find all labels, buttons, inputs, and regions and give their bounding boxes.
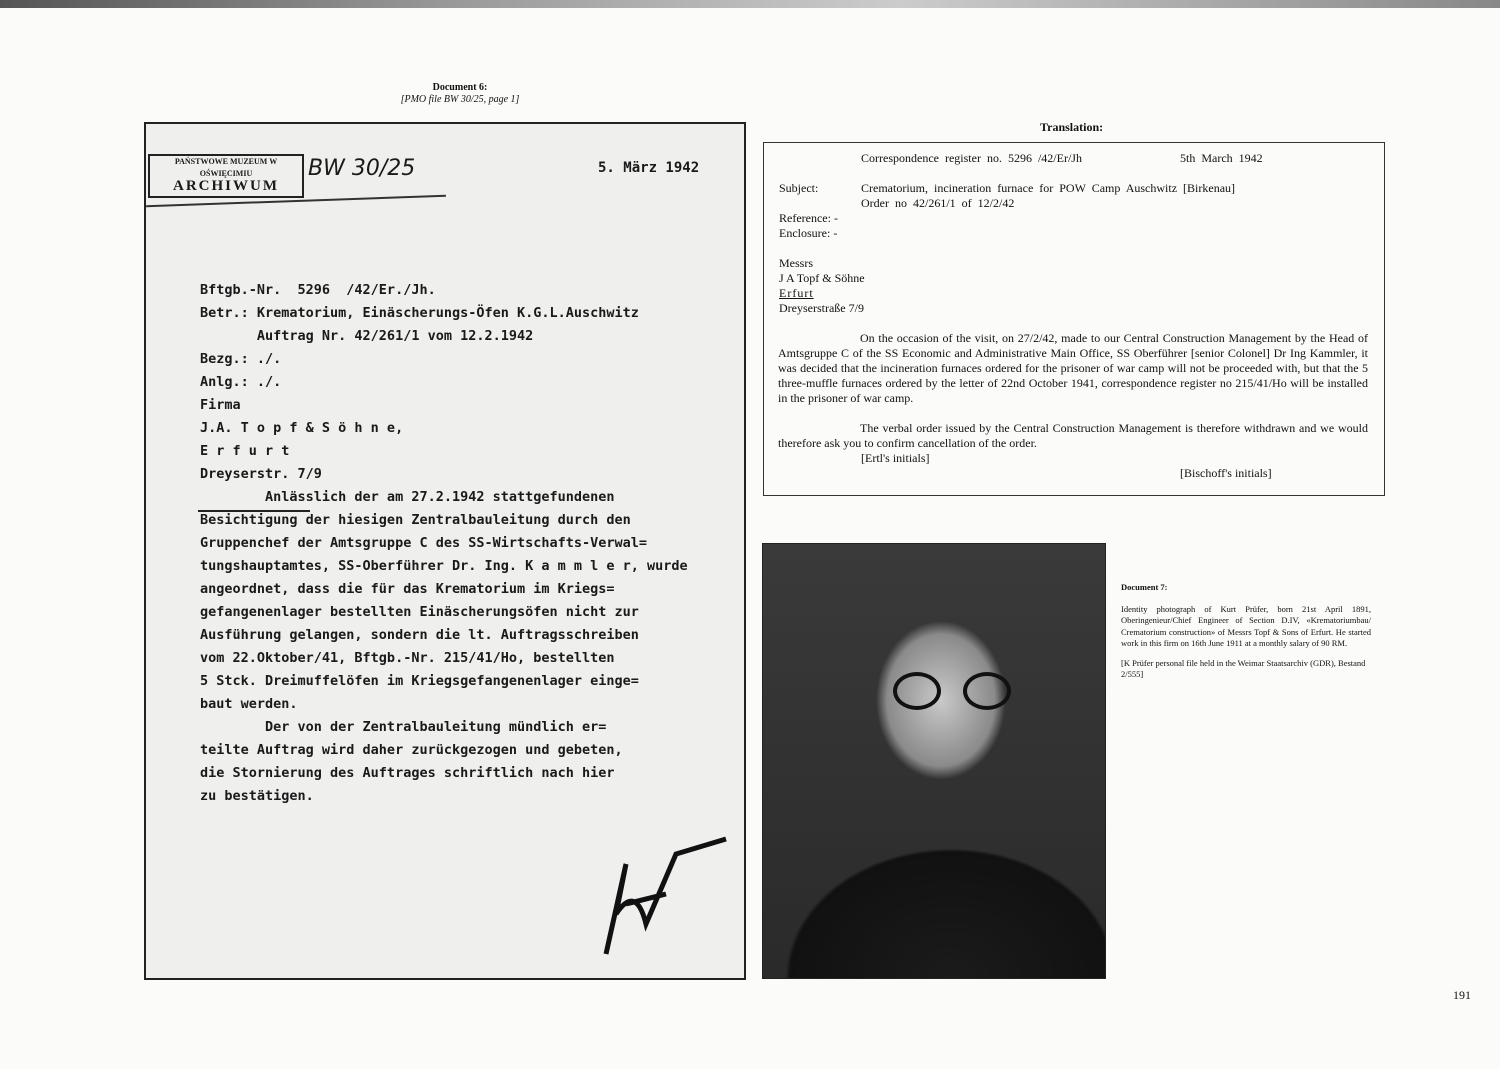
paragraph-2: The verbal order issued by the Central Construction Management is therefore withdrawn and we would therefore ask you to confirm cancellation of the order. <box>778 421 1368 450</box>
german-letter-scan <box>144 122 746 980</box>
paragraph-1: On the occasion of the visit, on 27/2/42, made to our Central Construction Management by the Head of Amtsgruppe C of the SS Economic and Administrative Main Office, SS Oberführer [senior Colonel] Dr Ing Kammler, it was decided that the incineration furnaces ordered for the prisoner of war camp will not be proceeded with, but that the 5 three-muffle furnaces ordered by the letter of 22nd October 1941, correspondence register no 215/41/Ho will be installed in the prisoner of war camp. <box>778 331 1368 405</box>
subject-line2: Order no 42/261/1 of 12/2/42 <box>861 196 1015 210</box>
letter-line: Ausführung gelangen, sondern die lt. Auftragsschreiben <box>200 627 639 643</box>
letter-line: gefangenenlager bestellten Einäscherungsöfen nicht zur <box>200 604 639 620</box>
bischoff-initials: [Bischoff's initials] <box>1180 466 1272 480</box>
letter-line: tungshauptamtes, SS-Oberführer Dr. Ing. K a m m l e r, wurde <box>200 558 688 574</box>
document6-title: Document 6: <box>432 82 488 93</box>
page-number: 191 <box>1453 988 1471 1002</box>
signature <box>586 824 736 964</box>
erfurt-underline <box>198 510 310 512</box>
document7-text: Identity photograph of Kurt Prüfer, born 21st April 1891, Oberingenieur/Chief Engineer of Section D.IV, «Krematoriumbau/ Crematorium construction» of Messrs Topf & Sons of Erfurt. He started work in this firm on 16th June 1911 at a monthly salary of 90 RM. <box>1121 603 1371 648</box>
letter-line: Bftgb.-Nr. 5296 /42/Er./Jh. <box>200 282 436 298</box>
address-line: Dreyserstraße 7/9 <box>779 301 864 315</box>
document7-source: [K Prüfer personal file held in the Weimar Staatsarchiv (GDR), Bestand 2/555] <box>1121 657 1366 679</box>
letter-line: Anlg.: ./. <box>200 374 282 390</box>
letter-line: Dreyserstr. 7/9 <box>200 466 322 482</box>
letter-date: 5. März 1942 <box>598 160 700 176</box>
letter-line: Der von der Zentralbauleitung mündlich er= <box>200 719 607 735</box>
document6-heading <box>380 82 540 106</box>
translation-date: 5th March 1942 <box>1180 151 1263 165</box>
enclosure: Enclosure: - <box>779 226 838 240</box>
address-line: J A Topf & Söhne <box>779 271 865 285</box>
letter-line: baut werden. <box>200 696 298 712</box>
letter-line: Auftrag Nr. 42/261/1 vom 12.2.1942 <box>200 328 534 344</box>
letter-line: Firma <box>200 397 241 413</box>
letter-line: teilte Auftrag wird daher zurückgezogen und gebeten, <box>200 742 623 758</box>
letter-line: J.A. T o p f & S ö h n e, <box>200 420 404 436</box>
glasses-right <box>963 672 1011 710</box>
letter-line: zu bestätigen. <box>200 788 314 804</box>
document6-source: [PMO file BW 30/25, page 1] <box>400 94 520 105</box>
letter-line: vom 22.Oktober/41, Bftgb.-Nr. 215/41/Ho, bestellten <box>200 650 615 666</box>
portrait-photo <box>762 543 1106 979</box>
letter-line: Anlässlich der am 27.2.1942 stattgefundenen <box>200 489 615 505</box>
register: Correspondence register no. 5296 /42/Er/Jh <box>861 151 1082 165</box>
translation-box <box>763 142 1385 496</box>
letter-body <box>200 279 688 808</box>
reference: Reference: - <box>779 211 838 225</box>
archive-stamp <box>148 154 304 198</box>
address-line: Erfurt <box>779 286 814 300</box>
glasses-left <box>893 672 941 710</box>
document7-caption <box>1121 582 1371 681</box>
letter-line: E r f u r t <box>200 443 290 459</box>
letter-line: Betr.: Krematorium, Einäscherungs-Öfen K.G.L.Auschwitz <box>200 305 639 321</box>
letter-line: angeordnet, dass die für das Krematorium im Kriegs= <box>200 581 615 597</box>
letter-line: Bezg.: ./. <box>200 351 282 367</box>
subject-label: Subject: <box>779 181 819 195</box>
stamp-line2: ARCHIWUM <box>173 178 279 194</box>
document7-title: Document 7: <box>1121 582 1168 592</box>
stamp-line1: PAŃSTWOWE MUZEUM W OŚWIĘCIMIU <box>174 157 278 178</box>
letter-line: die Stornierung des Auftrages schriftlich nach hier <box>200 765 615 781</box>
letter-line: Gruppenchef der Amtsgruppe C des SS-Wirtschafts-Verwal= <box>200 535 648 551</box>
letter-line: 5 Stck. Dreimuffelöfen im Kriegsgefangenenlager einge= <box>200 673 639 689</box>
address-line: Messrs <box>779 256 814 270</box>
letter-line: Besichtigung der hiesigen Zentralbauleitung durch den <box>200 512 631 528</box>
subject-line1: Crematorium, incineration furnace for POW Camp Auschwitz [Birkenau] <box>861 181 1236 195</box>
handwritten-ref: BW 30/25 <box>308 156 416 181</box>
scan-edge <box>0 0 1500 8</box>
translation-title: Translation: <box>1040 120 1104 134</box>
ertl-initials: [Ertl's initials] <box>861 451 930 465</box>
